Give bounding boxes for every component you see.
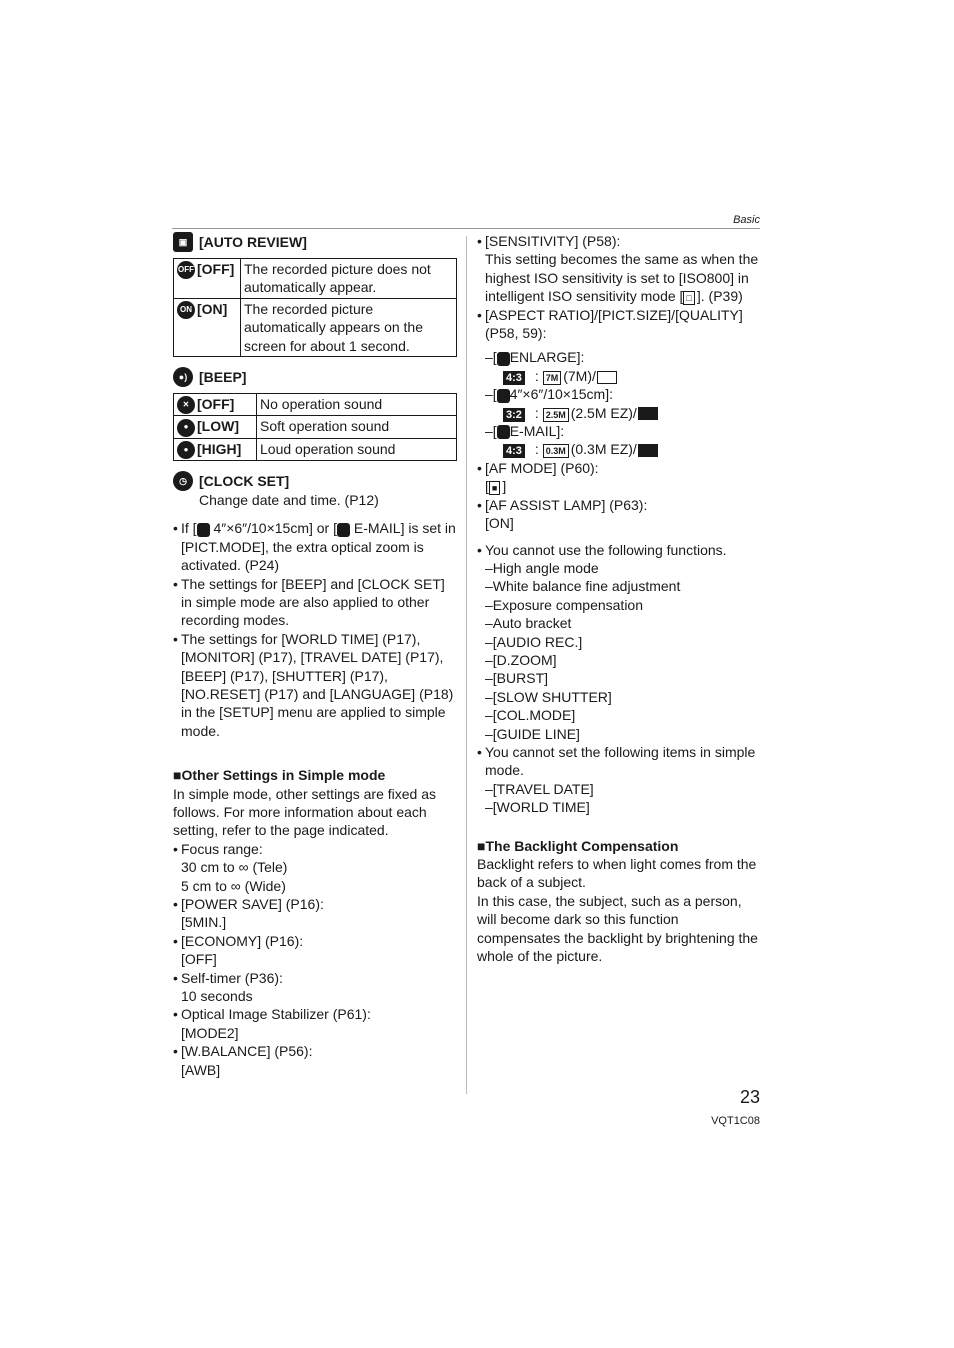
list-item-detail: [ ■ ]: [485, 478, 507, 495]
off-icon: OFF: [177, 261, 195, 279]
aspect-ratio-badge: 4:3: [503, 444, 525, 458]
sub-list-item: – [WORLD TIME]: [485, 798, 761, 816]
email-mode-icon: [337, 523, 350, 537]
list-item: • [SENSITIVITY] (P58):: [477, 232, 761, 250]
on-icon: ON: [177, 301, 195, 319]
size-icon: 2.5M: [543, 408, 569, 422]
list-item-detail: 5 cm to ∞ (Wide): [181, 877, 286, 894]
print-mode-icon: [197, 523, 210, 537]
option-key: [ON]: [197, 300, 228, 317]
size-icon: 7M: [543, 371, 562, 385]
list-item: • Self-timer (P36):: [173, 969, 458, 987]
section-tag: Basic: [733, 214, 760, 226]
enlarge-mode-icon: [497, 352, 510, 366]
backlight-para-2: In this case, the subject, such as a person, will become dark so this function compensates the backlight by brightening the whole of the picture.: [477, 892, 758, 965]
email-mode-icon: [497, 425, 510, 439]
list-item-detail: 30 cm to ∞ (Tele): [181, 859, 288, 876]
sub-list-item: – [GUIDE LINE]: [485, 725, 761, 743]
list-item: • [ASPECT RATIO]/[PICT.SIZE]/[QUALITY] (P58, 59):: [477, 306, 761, 343]
list-item: • You cannot set the following items in simple mode.: [477, 743, 761, 780]
list-item-detail: This setting becomes the same as when the highest ISO sensitivity is set to [ISO800] in intelligent ISO sensitivity mode [ □ ]. (P39): [485, 251, 759, 305]
list-item-detail: [5MIN.]: [181, 914, 227, 931]
af-area-icon: ■: [489, 481, 500, 495]
print-mode-icon: [497, 389, 510, 403]
list-item: • You cannot use the following functions.: [477, 541, 761, 559]
table-row: [174, 438, 457, 460]
mute-icon: ✕: [177, 396, 195, 414]
list-item: • Focus range:: [173, 840, 458, 858]
list-item: • [AF ASSIST LAMP] (P63):: [477, 496, 761, 514]
sub-list-item: – [D.ZOOM]: [485, 651, 761, 669]
beep-heading: [173, 367, 458, 387]
clock-icon: ◷: [173, 471, 193, 491]
list-item: • [ECONOMY] (P16):: [173, 932, 458, 950]
option-key: [OFF]: [197, 261, 235, 277]
sub-list-item: – [BURST]: [485, 669, 761, 687]
clock-heading: [173, 471, 458, 491]
list-item: • If [ 4″×6″/10×15cm] or [ E-MAIL] is set in [PICT.MODE], the extra optical zoom is activated. (P24): [173, 519, 458, 574]
sub-list-item: – White balance fine adjustment: [485, 577, 761, 595]
list-item: • [W.BALANCE] (P56):: [173, 1042, 458, 1060]
option-desc: No operation sound: [257, 394, 457, 416]
table-row: [174, 298, 457, 356]
quality-icon: [638, 444, 658, 457]
sub-list-item: – [COL.MODE]: [485, 706, 761, 724]
list-item: • Optical Image Stabilizer (P61):: [173, 1005, 458, 1023]
header-rule: [172, 228, 760, 229]
list-item: • [AF MODE] (P60):: [477, 459, 761, 477]
auto-review-table: [173, 258, 457, 357]
column-divider: [466, 236, 467, 1094]
sub-list-item: – [TRAVEL DATE]: [485, 780, 761, 798]
auto-review-title: [AUTO REVIEW]: [199, 233, 307, 250]
backlight-para-1: Backlight refers to when light comes from the back of a subject.: [477, 856, 757, 891]
cannot-use-list: [477, 559, 761, 743]
auto-review-heading: [173, 232, 458, 252]
size-line: 4:3 : 0.3M (0.3M EZ)/: [477, 440, 761, 458]
sub-list-item: – Auto bracket: [485, 614, 761, 632]
page-number: 23: [739, 1087, 760, 1107]
option-desc: Soft operation sound: [257, 416, 457, 438]
list-item-detail: [OFF]: [181, 951, 217, 968]
beep-title: [BEEP]: [199, 368, 247, 385]
list-item-detail: [AWB]: [181, 1061, 221, 1078]
list-item-detail: [ON]: [485, 515, 514, 532]
backlight-heading: ■ The Backlight Compensation: [477, 837, 761, 855]
other-settings-list: [173, 840, 458, 1079]
sub-list-item: – [SLOW SHUTTER]: [485, 688, 761, 706]
table-row: [174, 394, 457, 416]
list-item: – [ 4″×6″/10×15cm]:: [485, 385, 761, 403]
auto-review-icon: ▣: [173, 232, 193, 252]
option-key: [LOW]: [197, 418, 239, 435]
sub-list-item: – High angle mode: [485, 559, 761, 577]
clock-title: [CLOCK SET]: [199, 472, 290, 489]
aspect-ratio-badge: 3:2: [503, 408, 525, 422]
beep-table: [173, 393, 457, 461]
quality-icon: [638, 407, 658, 420]
quality-icon: [597, 371, 617, 384]
list-item: – [ ENLARGE]:: [485, 348, 761, 366]
list-item-detail: 10 seconds: [181, 988, 253, 1005]
cannot-set-list: [477, 780, 761, 817]
volume-low-icon: ●: [177, 419, 195, 437]
size-line: 4:3 : 7M (7M)/: [477, 367, 761, 385]
option-desc: The recorded picture does not automatically appear.: [241, 259, 457, 299]
option-key: [OFF]: [197, 396, 235, 413]
size-line: 3:2 : 2.5M (2.5M EZ)/: [477, 404, 761, 422]
volume-high-icon: ●: [177, 441, 195, 459]
sub-list-item: – [AUDIO REC.]: [485, 633, 761, 651]
other-settings-heading: ■ Other Settings in Simple mode: [173, 766, 458, 784]
right-column: [477, 232, 761, 965]
speaker-icon: ●): [173, 367, 193, 387]
sub-list-item: – Exposure compensation: [485, 596, 761, 614]
table-row: [174, 259, 457, 299]
list-item: • [POWER SAVE] (P16):: [173, 895, 458, 913]
left-column: [173, 232, 458, 1079]
other-settings-intro: In simple mode, other settings are fixed as follows. For more information about each setting, refer to the page indicated.: [173, 785, 437, 839]
table-row: [174, 416, 457, 438]
list-item: • The settings for [BEEP] and [CLOCK SET] in simple mode are also applied to other recording modes.: [173, 575, 458, 630]
list-item: • The settings for [WORLD TIME] (P17), [MONITOR] (P17), [TRAVEL DATE] (P17), [BEEP] (P17), [SHUTTER] (P17), [NO.RESET] (P17) and [LANGUAGE] (P18) in the [SETUP] menu are applied to simple mode.: [173, 630, 458, 740]
intelligent-iso-icon: □: [683, 291, 694, 305]
clock-desc: Change date and time. (P12): [199, 491, 379, 508]
list-item-detail: [MODE2]: [181, 1024, 239, 1041]
option-key: [HIGH]: [197, 440, 242, 457]
option-desc: Loud operation sound: [257, 438, 457, 460]
doc-code: VQT1C08: [711, 1115, 760, 1127]
list-item: – [ E-MAIL]:: [485, 422, 761, 440]
option-desc: The recorded picture automatically appears on the screen for about 1 second.: [241, 298, 457, 356]
size-icon: 0.3M: [543, 444, 569, 458]
aspect-ratio-badge: 4:3: [503, 371, 525, 385]
